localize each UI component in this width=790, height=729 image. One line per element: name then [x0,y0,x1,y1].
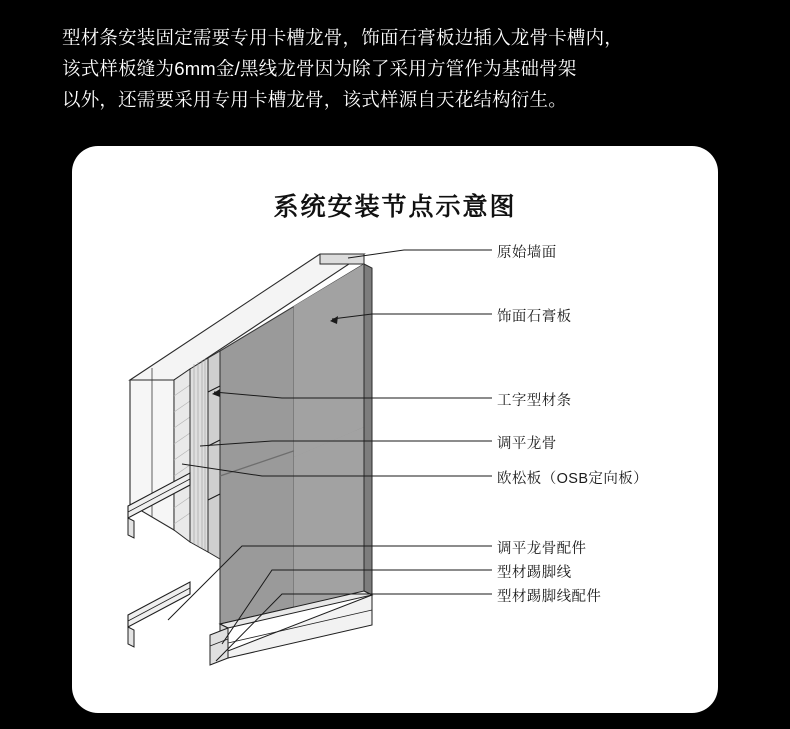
intro-line-3: 以外，还需要采用专用卡槽龙骨，该式样源自天花结构衍生。 [62,89,567,110]
skirting-bracket [210,628,228,665]
label-leveling-keel-parts: 调平龙骨配件 [497,541,587,557]
label-gypsum-board: 饰面石膏板 [497,309,572,325]
wall-section-drawing [72,146,718,713]
keel-layer [190,358,208,552]
label-original-wall: 原始墙面 [497,245,557,261]
leveling-keel-bracket-lower [128,582,190,647]
diagram-illustration [72,146,718,713]
diagram-title: 系统安装节点示意图 [273,193,517,221]
intro-line-1: 型材条安装固定需要专用卡槽龙骨，饰面石膏板边插入龙骨卡槽内， [62,27,624,48]
label-h-profile: 工字型材条 [497,393,572,409]
original-wall-plane [320,254,364,264]
label-leveling-keel: 调平龙骨 [497,436,557,452]
label-profile-skirting-parts: 型材踢脚线配件 [497,589,602,605]
leveling-keel-strip [208,351,220,559]
label-profile-skirting: 型材踢脚线 [497,565,572,581]
diagram-card [72,146,718,713]
intro-line-2: 该式样板缝为6mm金/黑线龙骨因为除了采用方管作为基础骨架 [62,58,577,79]
osb-layer [174,369,190,542]
leader-original-wall [348,250,492,258]
label-osb-board: 欧松板（OSB定向板） [497,471,649,487]
intro-paragraph [62,22,734,115]
